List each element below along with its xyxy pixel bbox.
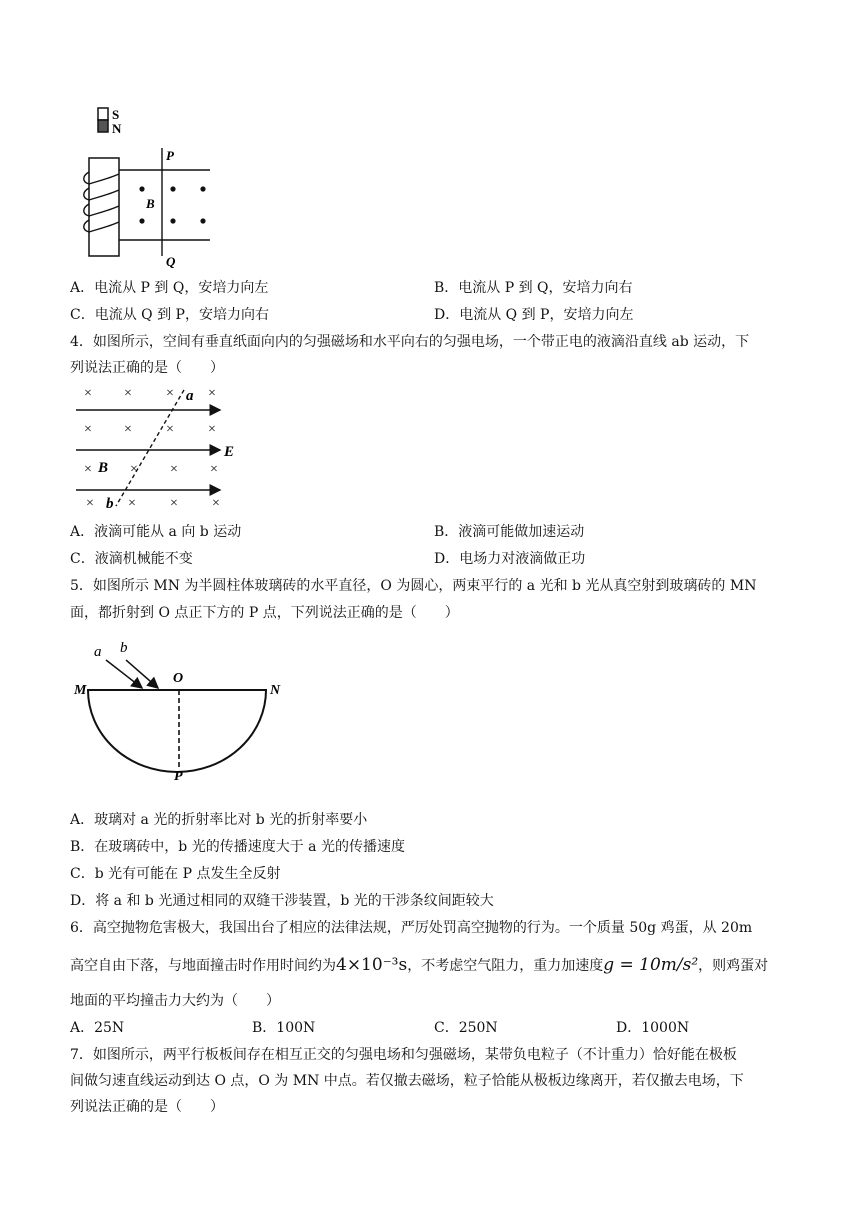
svg-text:×: ×	[128, 496, 136, 511]
q6-stem-line2	[70, 955, 768, 976]
svg-text:×: ×	[208, 386, 216, 401]
svg-text:×: ×	[84, 386, 92, 401]
label-a-ray: a	[94, 644, 102, 660]
svg-text:×: ×	[84, 422, 92, 437]
q4-figure	[70, 380, 250, 516]
ray-b	[126, 660, 158, 688]
path-ab	[116, 390, 184, 506]
q6-option-d: D．1000N	[616, 1020, 690, 1036]
q5-option-d: D．将 a 和 b 光通过相同的双缝干涉装置，b 光的干涉条纹间距较大	[70, 893, 494, 909]
label-o: O	[173, 671, 184, 686]
svg-text:×: ×	[124, 422, 132, 437]
svg-text:×: ×	[208, 422, 216, 437]
q4-stem-line2: 列说法正确的是（ ）	[70, 360, 224, 376]
q6-option-b: B．100N	[252, 1020, 316, 1036]
q5-figure	[70, 636, 290, 782]
svg-text:×: ×	[84, 462, 92, 477]
q5-option-a: A．玻璃对 a 光的折射率比对 b 光的折射率要小	[70, 812, 368, 828]
magnet-n-pole	[98, 120, 108, 132]
label-b-point: b	[106, 496, 114, 512]
q7-stem-line3: 列说法正确的是（ ）	[70, 1099, 224, 1115]
svg-text:×: ×	[212, 496, 220, 511]
q3-option-d: D．电流从 Q 到 P，安培力向左	[434, 307, 634, 323]
label-p: P	[166, 148, 174, 163]
q3-option-b: B．电流从 P 到 Q，安培力向右	[434, 280, 633, 296]
q5-option-b: B．在玻璃砖中，b 光的传播速度大于 a 光的传播速度	[70, 839, 405, 855]
q3-option-c: C．电流从 Q 到 P，安培力向右	[70, 307, 269, 323]
q4-option-a: A．液滴可能从 a 向 b 运动	[70, 524, 242, 540]
q3-option-a: A．电流从 P 到 Q，安培力向左	[70, 280, 269, 296]
semicircle-glass	[88, 690, 266, 772]
q6-time-value: 4×10⁻³s	[336, 955, 408, 975]
q6-g-value: g = 10m/s²	[603, 955, 699, 975]
q6-option-c: C．250N	[434, 1020, 498, 1036]
q5-option-c: C．b 光有可能在 P 点发生全反射	[70, 866, 281, 882]
label-n: N	[270, 683, 281, 698]
q4-option-b: B．液滴可能做加速运动	[434, 524, 585, 540]
svg-text:×: ×	[166, 386, 174, 401]
svg-text:×: ×	[86, 496, 94, 511]
svg-text:×: ×	[210, 462, 218, 477]
q6-text-post: ，则鸡蛋对	[698, 958, 769, 974]
magnet-n-label: N	[112, 121, 122, 136]
svg-text:×: ×	[170, 462, 178, 477]
svg-text:×: ×	[124, 386, 132, 401]
label-q: Q	[166, 254, 176, 269]
q4-option-c: C．液滴机械能不变	[70, 551, 193, 567]
q6-text-pre: 高空自由下落，与地面撞击时作用时间约为	[70, 958, 336, 974]
label-b: B	[146, 196, 155, 211]
svg-text:×: ×	[170, 496, 178, 511]
solenoid-core	[89, 158, 119, 256]
label-E-field: E	[224, 444, 235, 460]
magnetic-field-crosses	[84, 386, 220, 511]
label-a: a	[186, 388, 194, 404]
q3-figure	[80, 100, 220, 272]
label-B-field: B	[98, 460, 109, 476]
q5-stem-line1: 5．如图所示 MN 为半圆柱体玻璃砖的水平直径，O 为圆心，两束平行的 a 光和 b 光从真空射到玻璃砖的 MN	[70, 578, 757, 594]
q4-option-d: D．电场力对液滴做正功	[434, 551, 586, 567]
magnet-s-label: S	[112, 107, 120, 122]
label-p-point: P	[174, 769, 183, 782]
label-m: M	[74, 683, 87, 698]
q4-stem-line1: 4．如图所示，空间有垂直纸面向内的匀强磁场和水平向右的匀强电场，一个带正电的液滴沿直线 ab 运动，下	[70, 334, 750, 350]
q5-stem-line2: 面，都折射到 O 点正下方的 P 点，下列说法正确的是（ ）	[70, 605, 459, 621]
q6-stem-line1: 6．高空抛物危害极大，我国出台了相应的法律法规，严厉处罚高空抛物的行为。一个质量 50g 鸡蛋，从 20m	[70, 920, 753, 936]
ray-a	[106, 660, 142, 688]
q7-stem-line2: 间做匀速直线运动到达 O 点，O 为 MN 中点。若仅撤去磁场，粒子恰能从极板边缘离开，若仅撤去电场，下	[70, 1073, 744, 1089]
magnet-s-pole	[98, 108, 108, 120]
q6-option-a: A．25N	[70, 1020, 125, 1036]
q7-stem-line1: 7．如图所示，两平行板板间存在相互正交的匀强电场和匀强磁场，某带负电粒子（不计重力）恰好能在极板	[70, 1047, 737, 1063]
q6-stem-line3: 地面的平均撞击力大约为（ ）	[70, 993, 280, 1009]
label-b-ray: b	[120, 640, 128, 656]
q6-text-mid: ，不考虑空气阻力，重力加速度	[407, 958, 604, 974]
electric-field-lines	[76, 410, 220, 490]
svg-text:×: ×	[166, 422, 174, 437]
svg-text:×: ×	[130, 462, 138, 477]
